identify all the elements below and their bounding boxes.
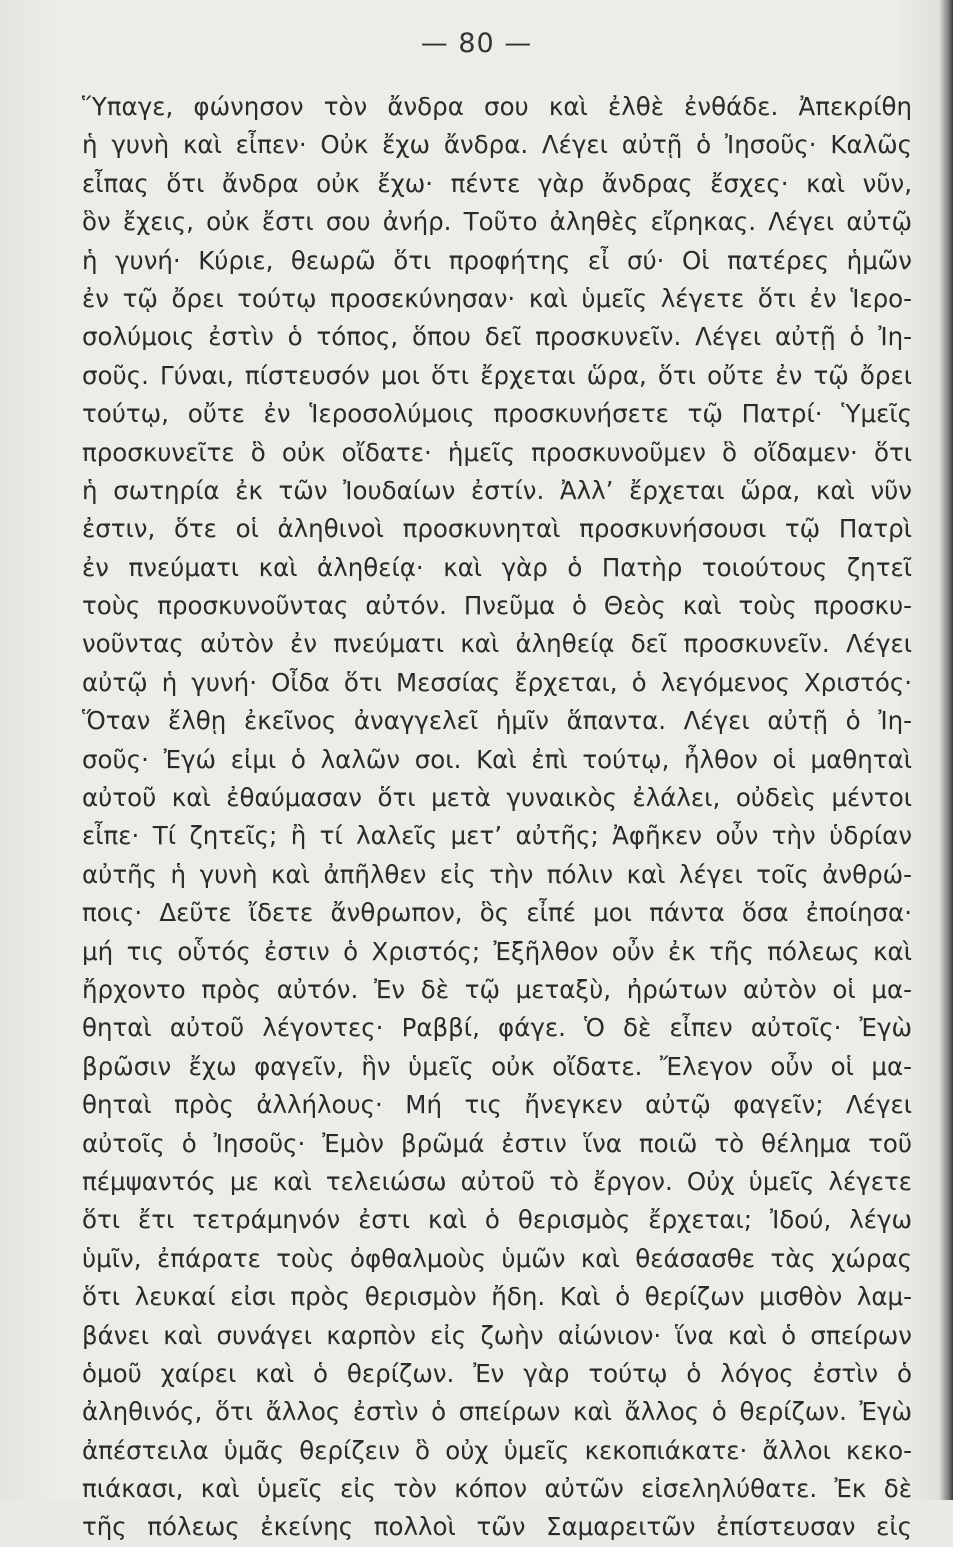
text-line: θηταὶ αὐτοῦ λέγοντες· Ραββί, φάγε. Ὁ δὲ εἶπεν αὐτοῖς· Ἐγὼ — [82, 1013, 912, 1043]
text-line: προσκυνεῖτε ὃ οὐκ οἴδατε· ἡμεῖς προσκυνοῦμεν ὃ οἴδαμεν· ὅτι — [82, 437, 912, 467]
text-line: τῆς πόλεως ἐκείνης πολλοὶ τῶν Σαμαρειτῶν ἐπίστευσαν εἰς — [82, 1512, 912, 1542]
text-line: ἐν πνεύματι καὶ ἀληθείᾳ· καὶ γὰρ ὁ Πατὴρ τοιούτους ζητεῖ — [82, 552, 912, 582]
text-line: ἡ γυνή· Κύριε, θεωρῶ ὅτι προφήτης εἶ σύ· Οἱ πατέρες ἡμῶν — [82, 245, 912, 275]
text-line: Ὕπαγε, φώνησον τὸν ἄνδρα σου καὶ ἐλθὲ ἐνθάδε. Ἀπεκρίθη — [82, 92, 912, 121]
text-line: βρῶσιν ἔχω φαγεῖν, ἣν ὑμεῖς οὐκ οἴδατε. Ἔλεγον οὖν οἱ μα- — [82, 1051, 912, 1081]
text-line: θηταὶ πρὸς ἀλλήλους· Μή τις ἤνεγκεν αὐτῷ φαγεῖν; Λέγει — [82, 1090, 912, 1120]
text-line: ἀληθινός, ὅτι ἄλλος ἐστὶν ὁ σπείρων καὶ ἄλλος ὁ θερίζων. Ἐγὼ — [82, 1397, 912, 1427]
text-line: αὐτῆς ἡ γυνὴ καὶ ἀπῆλθεν εἰς τὴν πόλιν καὶ λέγει τοῖς ἀνθρώ- — [82, 859, 912, 889]
text-line: σοῦς· Ἐγώ εἰμι ὁ λαλῶν σοι. Καὶ ἐπὶ τούτῳ, ἦλθον οἱ μαθηταὶ — [82, 744, 912, 774]
text-line: Ὅταν ἔλθῃ ἐκεῖνος ἀναγγελεῖ ἡμῖν ἅπαντα. Λέγει αὐτῇ ὁ Ἰη- — [82, 706, 912, 736]
text-line: ὁμοῦ χαίρει καὶ ὁ θερίζων. Ἐν γὰρ τούτῳ ὁ λόγος ἐστὶν ὁ — [82, 1358, 912, 1388]
text-line: ὑμῖν, ἐπάρατε τοὺς ὀφθαλμοὺς ὑμῶν καὶ θεάσασθε τὰς χώρας — [82, 1243, 912, 1273]
text-line: ὅτι λευκαί εἰσι πρὸς θερισμὸν ἤδη. Καὶ ὁ θερίζων μισθὸν λαμ- — [82, 1282, 912, 1312]
text-line: σοῦς. Γύναι, πίστευσόν μοι ὅτι ἔρχεται ὥρα, ὅτι οὔτε ἐν τῷ ὄρει — [82, 360, 912, 390]
body-text — [82, 88, 912, 1547]
text-line: ἤρχοντο πρὸς αὐτόν. Ἐν δὲ τῷ μεταξὺ, ἠρώτων αὐτὸν οἱ μα- — [82, 974, 912, 1004]
page-number: — 80 — — [420, 28, 533, 59]
text-line: σολύμοις ἐστὶν ὁ τόπος, ὅπου δεῖ προσκυνεῖν. Λέγει αὐτῇ ὁ Ἰη- — [82, 322, 912, 352]
text-line: αὐτοῖς ὁ Ἰησοῦς· Ἐμὸν βρῶμά ἐστιν ἵνα ποιῶ τὸ θέλημα τοῦ — [82, 1128, 912, 1158]
text-line: ἀπέστειλα ὑμᾶς θερίζειν ὃ οὐχ ὑμεῖς κεκοπιάκατε· ἄλλοι κεκο- — [82, 1435, 912, 1465]
text-line: εἶπας ὅτι ἄνδρα οὐκ ἔχω· πέντε γὰρ ἄνδρας ἔσχες· καὶ νῦν, — [82, 168, 912, 198]
text-line: τοὺς προσκυνοῦντας αὐτόν. Πνεῦμα ὁ Θεὸς καὶ τοὺς προσκυ- — [82, 591, 912, 621]
text-line: αὐτῷ ἡ γυνή· Οἶδα ὅτι Μεσσίας ἔρχεται, ὁ λεγόμενος Χριστός· — [82, 667, 912, 697]
text-line: βάνει καὶ συνάγει καρπὸν εἰς ζωὴν αἰώνιον· ἵνα καὶ ὁ σπείρων — [82, 1320, 912, 1350]
text-line: ὅτι ἔτι τετράμηνόν ἐστι καὶ ὁ θερισμὸς ἔρχεται; Ἰδού, λέγω — [82, 1205, 912, 1235]
page-edge-shadow — [939, 0, 953, 1500]
text-line: πιάκασι, καὶ ὑμεῖς εἰς τὸν κόπον αὐτῶν εἰσεληλύθατε. Ἐκ δὲ — [82, 1474, 912, 1504]
text-line: τούτῳ, οὔτε ἐν Ἱεροσολύμοις προσκυνήσετε τῷ Πατρί· Ὑμεῖς — [82, 399, 912, 429]
text-line: ἡ γυνὴ καὶ εἶπεν· Οὐκ ἔχω ἄνδρα. Λέγει αὐτῇ ὁ Ἰησοῦς· Καλῶς — [82, 130, 912, 160]
text-line: μή τις οὗτός ἐστιν ὁ Χριστός; Ἐξῆλθον οὖν ἐκ τῆς πόλεως καὶ — [82, 936, 912, 966]
text-line: ποις· Δεῦτε ἴδετε ἄνθρωπον, ὃς εἶπέ μοι πάντα ὅσα ἐποίησα· — [82, 898, 912, 928]
text-line: πέμψαντός με καὶ τελειώσω αὐτοῦ τὸ ἔργον. Οὐχ ὑμεῖς λέγετε — [82, 1166, 912, 1196]
text-line: ἡ σωτηρία ἐκ τῶν Ἰουδαίων ἐστίν. Ἀλλ’ ἔρχεται ὥρα, καὶ νῦν — [82, 475, 912, 505]
text-line: νοῦντας αὐτὸν ἐν πνεύματι καὶ ἀληθείᾳ δεῖ προσκυνεῖν. Λέγει — [82, 629, 912, 659]
text-line: ὃν ἔχεις, οὐκ ἔστι σου ἀνήρ. Τοῦτο ἀληθὲς εἴρηκας. Λέγει αὐτῷ — [82, 207, 912, 237]
text-line: ἐστιν, ὅτε οἱ ἀληθινοὶ προσκυνηταὶ προσκυνήσουσι τῷ Πατρὶ — [82, 514, 912, 544]
text-line: αὐτοῦ καὶ ἐθαύμασαν ὅτι μετὰ γυναικὸς ἐλάλει, οὐδεὶς μέντοι — [82, 783, 912, 813]
text-line: ἐν τῷ ὄρει τούτῳ προσεκύνησαν· καὶ ὑμεῖς λέγετε ὅτι ἐν Ἱερο- — [82, 283, 912, 313]
text-line: εἶπε· Τί ζητεῖς; ἢ τί λαλεῖς μετ’ αὐτῆς; Ἀφῆκεν οὖν τὴν ὑδρίαν — [82, 821, 912, 851]
